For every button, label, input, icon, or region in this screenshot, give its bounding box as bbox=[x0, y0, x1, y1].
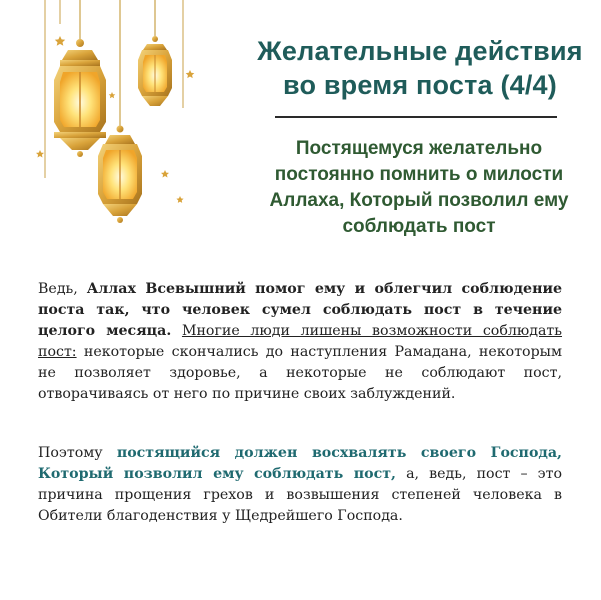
subtitle-line-4: соблюдать пост bbox=[342, 216, 496, 237]
crescent-moon-icon bbox=[35, 180, 52, 212]
paragraph-1-gap bbox=[171, 323, 182, 339]
title-line-1: Желательные действия bbox=[257, 36, 583, 66]
subtitle bbox=[258, 136, 580, 240]
paragraph-1-underlined: Многие люди лишены возможности соблюдать пост: bbox=[38, 323, 563, 360]
title-line-2: во время поста (4/4) bbox=[283, 70, 557, 100]
lantern-large-icon bbox=[54, 39, 106, 157]
subtitle-line-3: Аллаха, Который позволил ему bbox=[269, 190, 569, 211]
paragraph-1-intro: Ведь, bbox=[38, 281, 87, 297]
title-divider bbox=[275, 116, 557, 118]
subtitle-line-1: Постящемуся желательно bbox=[295, 138, 543, 159]
lantern-small-icon bbox=[138, 36, 172, 106]
ramadan-lanterns-illustration bbox=[0, 0, 230, 240]
paragraph-1-rest: некоторые скончались до наступления Рамадана, некоторым не позволяет здоровье, а некоторые не соблюдают пост, отворачиваясь от него по причине своих заблуждений. bbox=[38, 344, 562, 402]
page-title bbox=[250, 34, 590, 102]
paragraph-1-bold: Аллах Всевышний помог ему и облегчил соблюдение поста так, что человек сумел соблюдать пост в течение целого месяца. bbox=[38, 281, 562, 339]
paragraph-1 bbox=[38, 279, 562, 405]
paragraph-2 bbox=[38, 443, 562, 527]
paragraph-2-intro: Поэтому bbox=[38, 445, 117, 461]
paragraph-2-highlight: постящийся должен восхвалять своего Господа, Который позволил ему соблюдать пост, bbox=[38, 445, 562, 482]
crescent-moon-icon bbox=[174, 108, 188, 136]
lantern-medium-icon bbox=[98, 126, 142, 224]
paragraph-2-rest: а, ведь, пост – это причина прощения грехов и возвышения степеней человека в Обители благоденствия у Щедрейшего Господа. bbox=[38, 466, 563, 524]
subtitle-line-2: постоянно помнить о милости bbox=[274, 164, 564, 185]
